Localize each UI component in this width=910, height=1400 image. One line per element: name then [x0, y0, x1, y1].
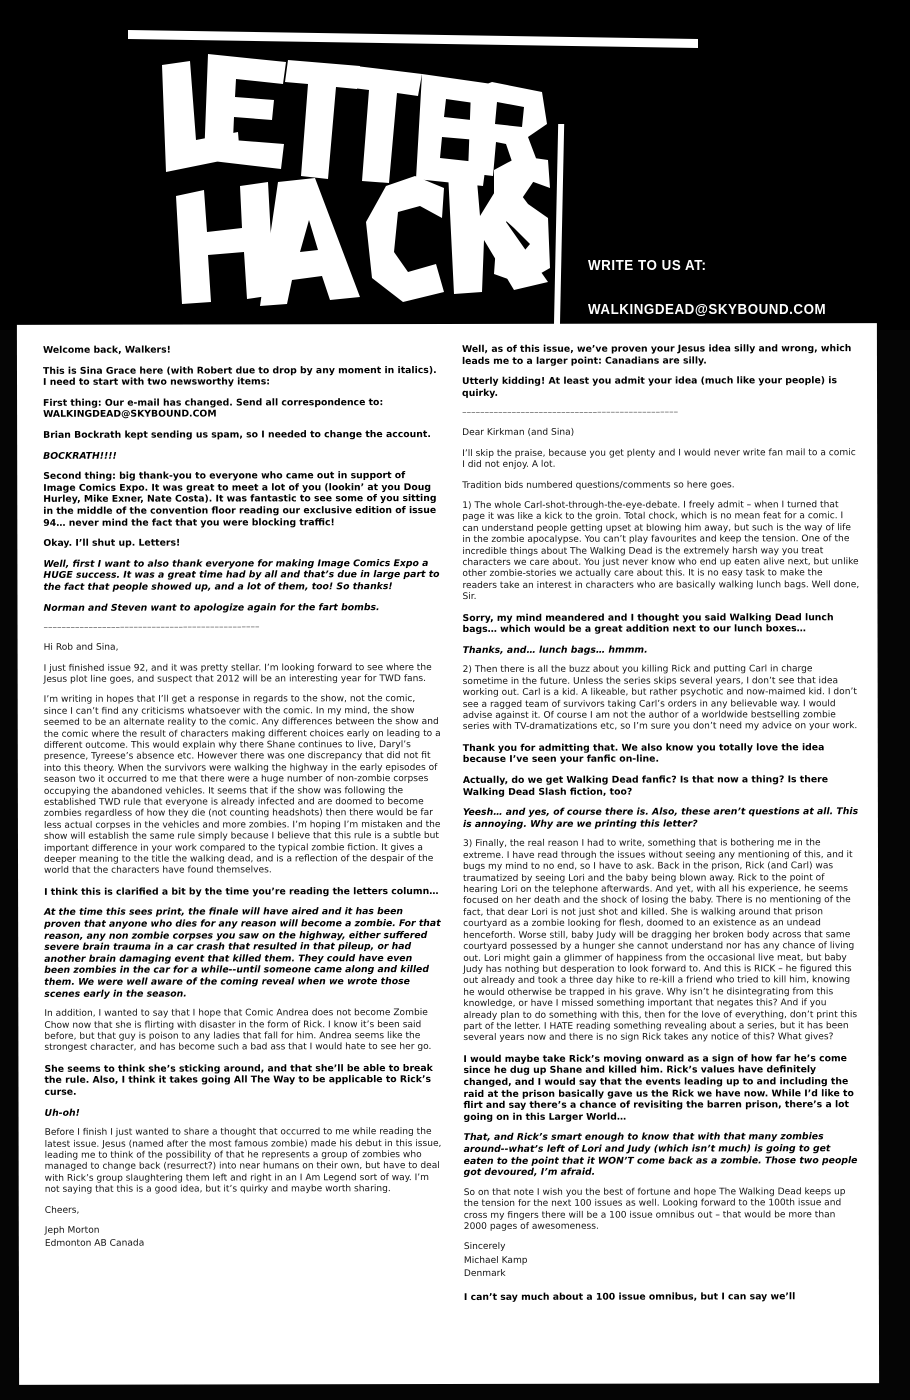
letters-content-panel	[17, 323, 879, 1385]
letter-paragraph: Sincerely	[463, 1242, 506, 1253]
letter-separator: ––––––––––––––––––––––––––––––––––––––––––––––––	[43, 622, 260, 633]
letter-paragraph: Uh-oh!	[44, 1107, 80, 1119]
letter-paragraph: Welcome back, Walkers!	[42, 344, 171, 356]
letter-paragraph: First thing: Our e-mail has changed. Send all correspondence to: WALKINGDEAD@SKYBOUND.COM	[43, 396, 384, 421]
letter-paragraph: Thank you for admitting that. We also know you totally love the idea because I’ve seen your fanfic on-line.	[462, 742, 825, 766]
letter-paragraph: 2) Then there is all the buzz about you killing Rick and putting Carl in charge sometime in the future. Unless the series skips several years, I don’t see that idea working out. Carl is a kid. A likeable, but rather psychotic and now-maimed kid. I don’t see a ragged team of survivors taking Carl’s orders in any believable way. I would advise against it. Of course I am not the author of a worldwide bestselling zombie series with TV-dramatizations etc, so I’m sure you don’t need my advice on your work.	[462, 664, 858, 733]
letter-paragraph: Second thing: big thank-you to everyone who came out in support of Image Comics Expo. It was great to meet a lot of you (lookin’ at you Doug Hurley, Mike Exner, Nate Costa). It was fantastic to see some of you sitting in the middle of the convention floor reading our exclusive edition of issue 94… never mind the fact that you were blocking traffic!	[43, 470, 437, 529]
letter-paragraph: Edmonton AB Canada	[44, 1239, 145, 1250]
letter-paragraph: Actually, do we get Walking Dead fanfic? Is that now a thing? Is there Walking Dead Slash fiction, too?	[462, 774, 829, 798]
letter-paragraph: Well, first I want to also thank everyone for making Image Comics Expo a HUGE success. It was a great time had by all and that’s due in large part to the fact that people showed up, and a lot of them, too! So thanks!	[43, 557, 440, 593]
letter-paragraph: Cheers,	[44, 1205, 80, 1216]
letter-paragraph: Michael Kamp	[463, 1255, 528, 1266]
letter-paragraph: Well, as of this issue, we’ve proven your Jesus idea silly and wrong, which leads me to a larger point: Canadians are silly.	[461, 343, 852, 367]
letter-paragraph: Norman and Steven want to apologize again for the fart bombs.	[43, 601, 380, 614]
letter-paragraph: At the time this sees print, the finale will have aired and it has been proven that anyone who dies for any reason will become a zombie. For that reason, any non zombie corpses you saw on the highway, either suffered severe brain trauma in a car crash that resulted in that pileup, or had another brain damaging event that killed them. They could have even been zombies in the car for a while--until someone came along and killed them. We were well aware of the coming reveal when we wrote those scenes early in the season.	[44, 906, 441, 1000]
letter-paragraph: I think this is clarified a bit by the time you’re reading the letters column…	[44, 885, 439, 898]
letter-paragraph: 1) The whole Carl-shot-through-the-eye-debate. I freely admit – when I turned that page it was like a kick to the groin. Total chock, which is no mean feat for a comic. I can understand people getting upset at blowing him away, but such is the way of life in the zombie apocalypse. You can’t play favourites and keep the tension. One of the incredible things about The Walking Dead is the extremely harsh way you treat characters we care about. You just never know who end up eaten alive next, but unlike other zombie-stories we actually care about this. It is no easy task to make the readers take an interest in characters who are basically walking lunch bags. Well done, Sir.	[462, 500, 860, 603]
letter-hacks-logo	[150, 52, 550, 312]
letter-paragraph: I’m writing in hopes that I’ll get a response in regards to the show, not the comic, since I can’t find any criticisms whatsoever with the comic. In my mind, the show seemed to be an alternate reality to the comic. Any differences between the show and the comic where the result of characters making different choices early on leading to a different outcome. This would explain why there Shane continues to live, Daryl’s presence, Tyreese’s absence etc. However there was one discrepancy that did not fit into this theory. When the survivors were walking the highway in the early episodes of season two it occurred to me that there were a huge number of non-zombie corpses occupying the abandoned vehicles. It seems that if the show was following the established TWD rule that everyone is already infected and are doomed to become zombies regardless of how they die (not counting headshots) then there would be far less actual corpses in the vehicles and more zombies. I’m hoping I’m mistaken and the show will establish the same rule simply because I believe that this rule is a subtle but important difference in your work compared to the typical zombie fiction. It gives a deeper meaning to the title the walking dead, and is a reflection of the despair of the world that the characters have found themselves.	[43, 694, 441, 877]
letter-paragraph: Brian Bockrath kept sending us spam, so I needed to change the account.	[43, 429, 431, 441]
letter-paragraph: Denmark	[463, 1269, 506, 1280]
letter-paragraph: BOCKRATH!!!!	[43, 450, 117, 462]
letter-separator: ––––––––––––––––––––––––––––––––––––––––––––––––	[462, 407, 679, 419]
letter-paragraph: Hi Rob and Sina,	[43, 642, 119, 653]
masthead-top-rule	[128, 30, 698, 48]
letter-paragraph: So on that note I wish you the best of fortune and hope The Walking Dead keeps up the tension for the next 100 issues as well. Looking forward to the 100th issue and cross my fingers there will be a 100 issue omnibus out – that would be more than 2000 pages of awesomeness.	[463, 1186, 846, 1232]
letter-paragraph: Jeph Morton	[44, 1225, 100, 1236]
letter-paragraph: That, and Rick’s smart enough to know that with that many zombies around--what’s left of Lori and Judy (which isn’t much) is going to get eaten to the point that it WON’T come back as a zombie. Those two people got devoured, I’m afraid.	[463, 1131, 858, 1179]
letter-paragraph: 3) Finally, the real reason I had to write, something that is bothering me in the extreme. I have read through the issues without seeing any mentioning of this, and it bugs my mind to no end, so I have to ask. Back in the prison, Rick (and Carl) was traumatized by seeing Lori and the baby being blown away. Rick to the point of hearing Lori on the telephone afterwards. And yet, with all his experience, he seems focused on her death and the shock of losing the baby. There is no mentioning of the fact, that dear Lori is not just shot and killed. She is walking around that prison courtyard as a zombie looking for flesh, doomed to an existence as an undead henceforth. Worse still, baby Judy will be dragging her broken body across that same courtyard possessed by a hunger she cannot understand nor has any chance of living out. Lori might gain a glimmer of happiness from the occasional live meat, but baby Judy has nothing but desperation to look forward to. And this is RICK – he figured this out already and took a three day hike to re-kill a friend who tried to kill him, knowing he would otherwise be trapped in his grave. Why isn’t he disintegrating from this knowledge, or have I missed something important that negates this? And if you already plan to do something with this, then for the love of everything, don’t print this part of the letter. I HATE reading something revealing about a series, but it has been several years now and there is no sign Rick takes any notice of this? What gives?	[462, 838, 858, 1044]
letter-paragraph: Thanks, and… lunch bags… hmmm.	[462, 644, 648, 656]
masthead-vertical-divider	[554, 124, 564, 330]
letter-paragraph: Utterly kidding! At least you admit your idea (much like your people) is quirky.	[461, 375, 838, 399]
letter-paragraph: This is Sina Grace here (with Robert due to drop by any moment in italics). I need to start with two newsworthy items:	[42, 364, 437, 389]
letter-paragraph: I would maybe take Rick’s moving onward as a sign of how far he’s come since he dug up Shane and killed him. Rick’s values have definitely changed, and I would say that the events leading up to and including the raid at the prison basically gave us the Rick we have now. While I’d like to flirt and say there’s a chance of revisiting the barren prison, there’s a lot going on in this Larger World…	[463, 1052, 854, 1123]
masthead-banner	[0, 0, 910, 330]
letter-paragraph: I can’t say much about a 100 issue omnibus, but I can say we’ll	[463, 1290, 796, 1303]
letter-paragraph: Dear Kirkman (and Sina)	[462, 428, 575, 439]
letter-paragraph: Tradition bids numbered questions/comments so here goes.	[462, 479, 735, 491]
letter-paragraph: Before I finish I just wanted to share a thought that occurred to me while reading the latest issue. Jesus (named after the most famous zombie) made his debut in this issue, leading me to think of the possibility of that he represents a group of zombies who managed to change back (resurrect?) into near humans on their own, but have to deal with Rick’s group slaughtering them left and right in an I Am Legend sort of way. I’m not saying that this is a good idea, but it’s quirky and maybe worth sharing.	[44, 1127, 442, 1196]
letter-paragraph: Okay. I’ll shut up. Letters!	[43, 537, 181, 549]
left-column	[43, 344, 442, 1377]
letter-paragraph: In addition, I wanted to say that I hope that Comic Andrea does not become Zombie Chow now that she is flirting with disaster in the form of Rick. I know it’s been said before, but that guy is poison to any ladies that fall for him. Andrea seems like the strongest character, and has become such a bad ass that I would hate to see her go.	[44, 1008, 432, 1054]
letter-hacks-logo-icon	[150, 52, 550, 312]
letter-paragraph: Yeesh… and yes, of course there is. Also, these aren’t questions at all. This is annoying. Why are we printing this letter?	[462, 806, 859, 830]
right-column	[462, 343, 861, 1376]
letter-paragraph: I’ll skip the praise, because you get plenty and I would never write fan mail to a comic I did not enjoy. A lot.	[462, 447, 856, 471]
write-to-us-label: WRITE TO US AT:	[588, 258, 707, 274]
letter-paragraph: She seems to think she’s sticking around, and that she’ll be able to break the rule. Also, I think it takes going All The Way to be applicable to Rick’s curse.	[44, 1062, 433, 1098]
write-to-us-block	[588, 258, 888, 318]
write-to-us-email: WALKINGDEAD@SKYBOUND.COM	[588, 302, 827, 318]
letter-paragraph: I just finished issue 92, and it was pretty stellar. I’m looking forward to see where the Jesus plot line goes, and suspect that 2012 will be an interesting year for TWD fans.	[43, 662, 432, 685]
two-column-layout	[17, 323, 879, 1385]
letter-paragraph: Sorry, my mind meandered and I thought you said Walking Dead lunch bags… which would be a great addition next to our lunch boxes…	[462, 611, 834, 636]
